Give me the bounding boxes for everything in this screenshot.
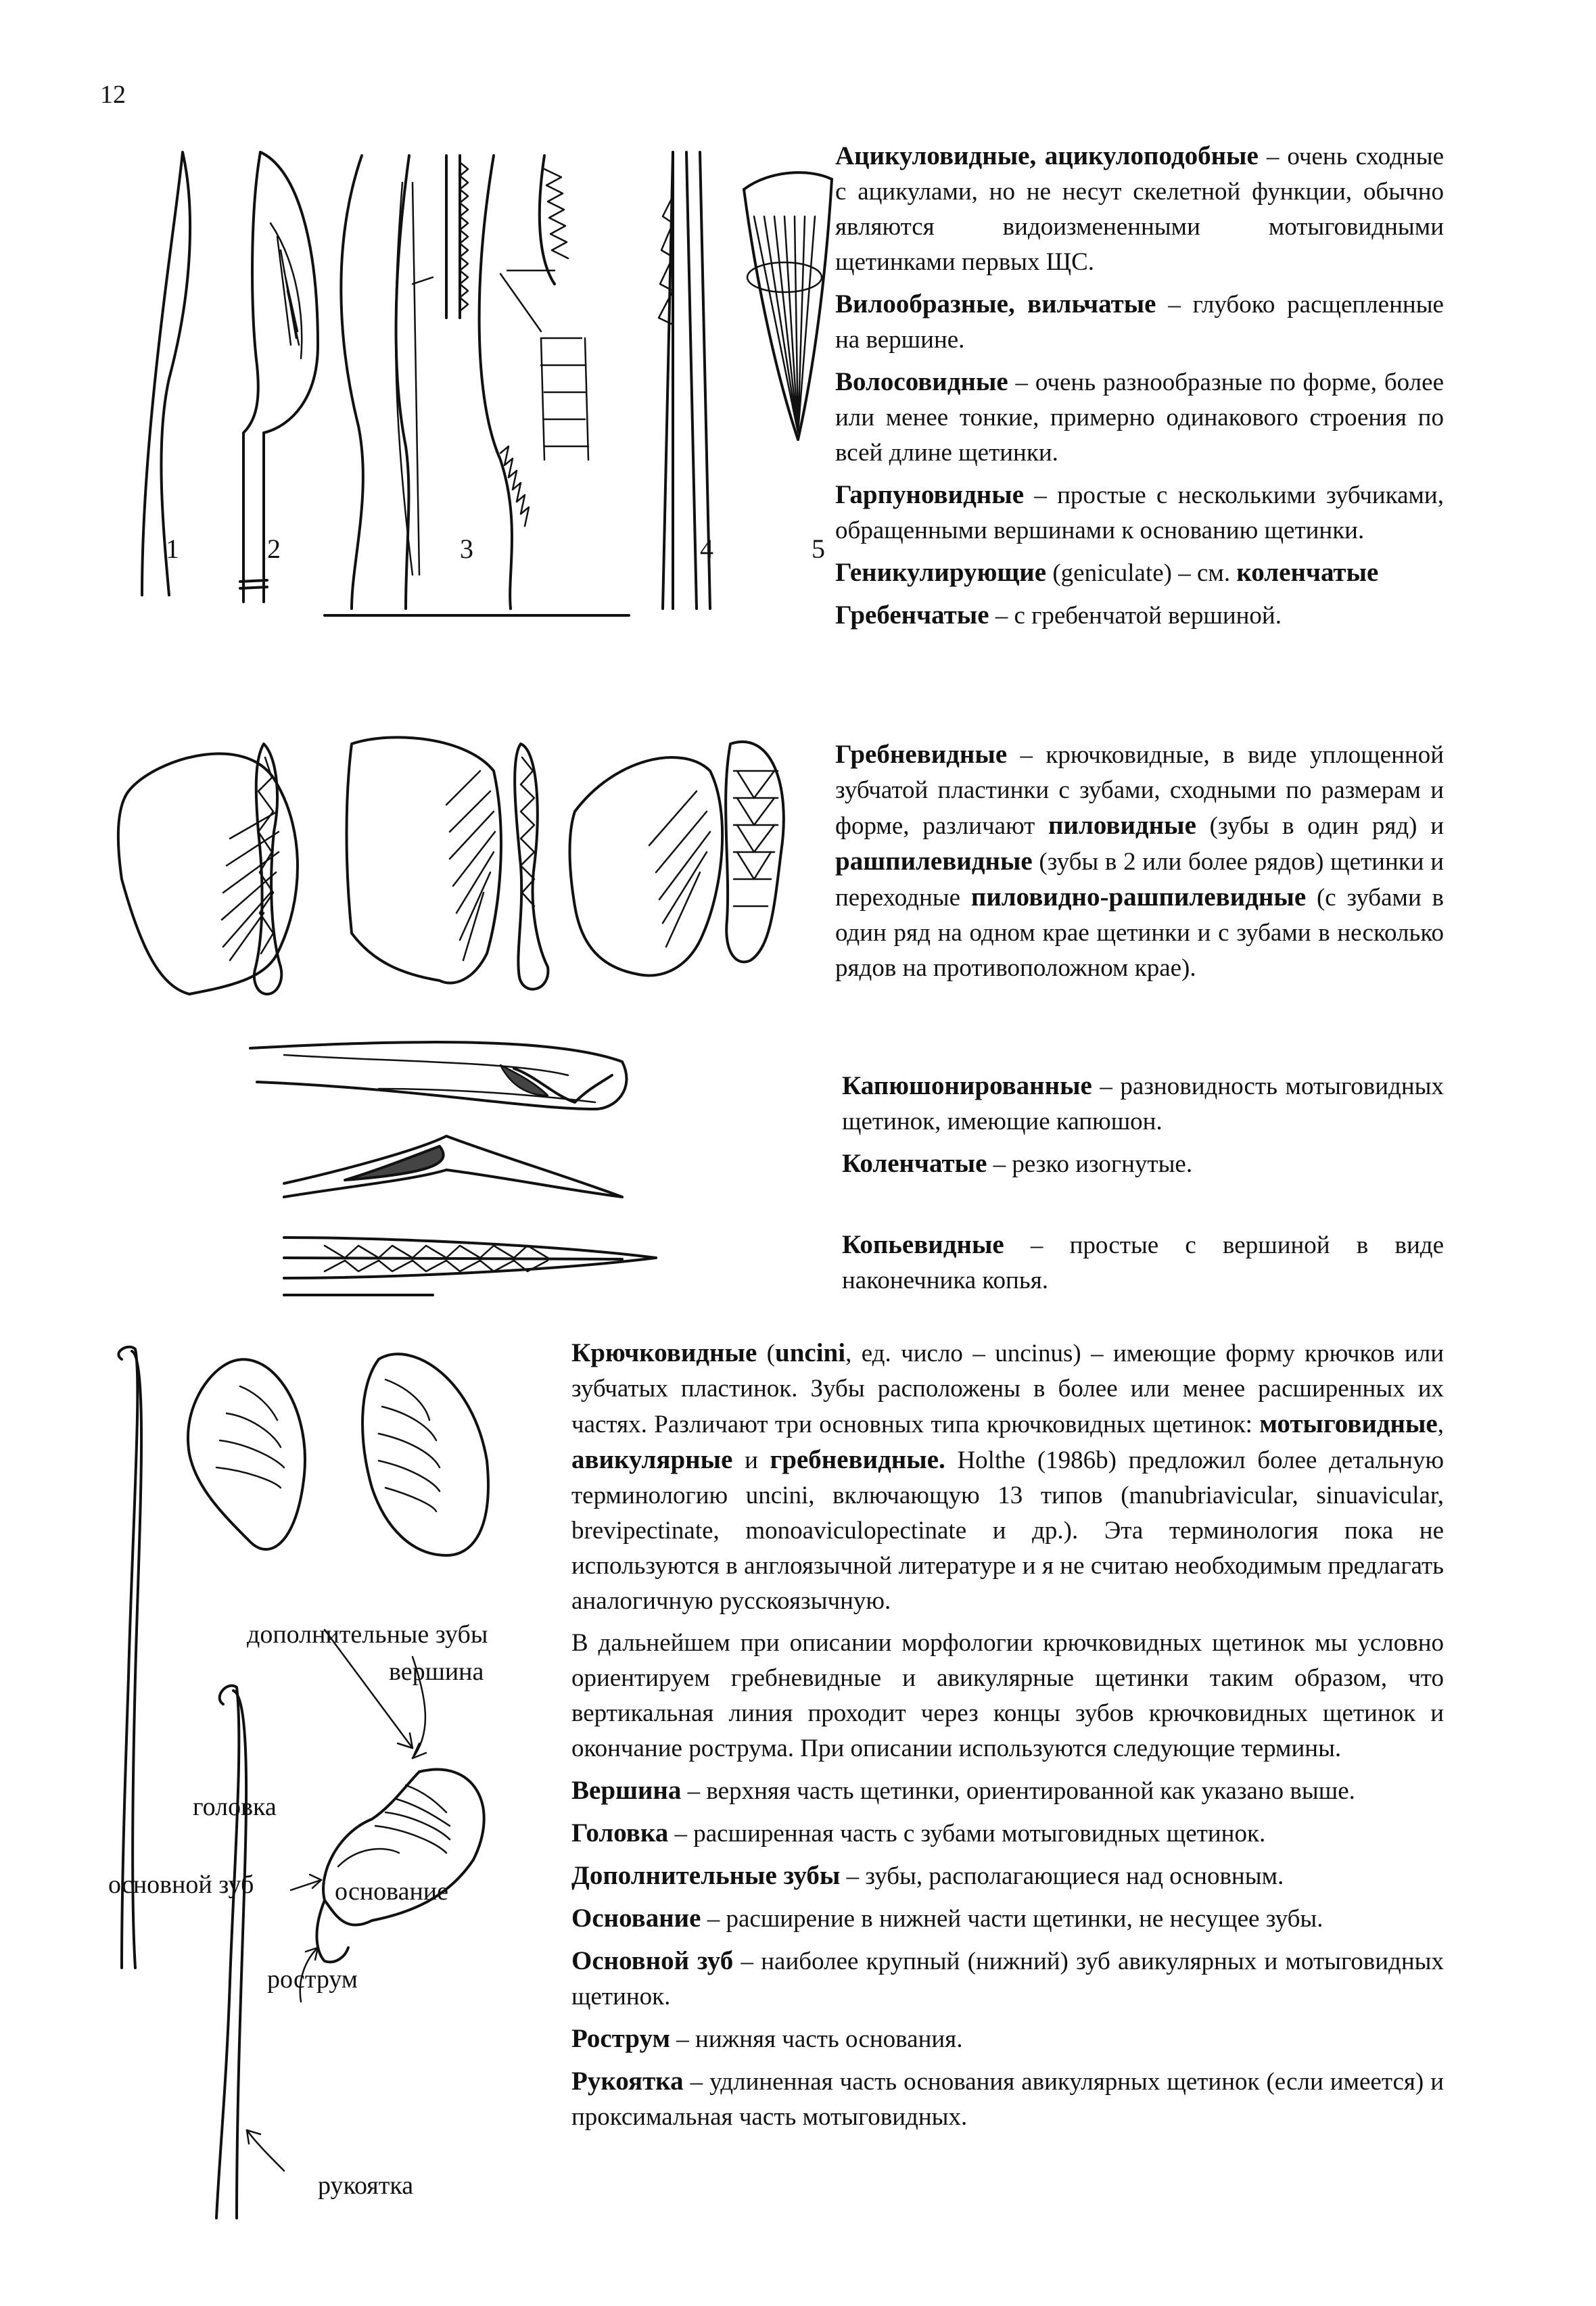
figure-pectinate-uncini (101, 730, 791, 1014)
entry-furcate: Вилообразные, вильчатые – глубоко расщепленные на вершине. (835, 289, 1444, 354)
fig-number-3: 3 (460, 534, 473, 564)
chaeta-geniculate (284, 1136, 622, 1197)
uncinus-pectinate-3 (570, 757, 723, 976)
entry-rostrum: Рострум – нижняя часть основания. (571, 2024, 963, 2053)
text-entry-grebnevid (835, 737, 1444, 993)
uncinus-pectinate-2-side (515, 744, 548, 989)
fig-number-4: 4 (700, 534, 713, 564)
entry-hooded: Капюшонированные – разновидность мотыговидных щетинок, имеющие капюшон. (842, 1071, 1444, 1135)
diagram-uncinus-labeled (216, 1686, 484, 2218)
page-number: 12 (100, 80, 126, 109)
entry-uncini: Крючковидные (uncini, ед. число – uncinus) – имеющие форму крючков или зубчатых пластинок. Зубы расположены в более или менее расширенных их частях. Различают три основных типа крючковидных щетинок: мотыговидные, авикулярные и гребневидные. Holthe (1986b) предложил более детальную терминологию uncini, включающую 13 типов (manubriavicular, sinuavicular, brevipectinate, monoaviculopectinate и др.). Эта терминология пока не используются в англоязычной литературе и я не считаю необходимым предлагать аналогичную русскоязычную. (571, 1338, 1444, 1615)
uncinus-pectinate-2 (347, 737, 501, 983)
text-entry-spear (842, 1227, 1444, 1305)
entry-geniculate-ref: Геникулирующие (geniculate) – см. коленчатые (835, 558, 1379, 587)
fig-number-2: 2 (267, 534, 281, 564)
fig-number-5: 5 (812, 534, 825, 564)
entry-head: Головка – расширенная часть с зубами мотыговидных щетинок. (571, 1818, 1266, 1848)
label-main-tooth: основной зуб (108, 1870, 254, 1899)
entry-spear: Копьевидные – простые с вершиной в виде наконечника копья. (842, 1230, 1444, 1294)
entry-pectinate: Гребенчатые – с гребенчатой вершиной. (835, 601, 1282, 630)
chaeta-hooded (250, 1042, 626, 1109)
entry-main-tooth: Основной зуб – наиболее крупный (нижний) зуб авикулярных и мотыговидных щетинок. (571, 1946, 1444, 2010)
label-base: основание (335, 1877, 448, 1906)
figure-chaetae-1-5 (95, 142, 845, 629)
label-head: головка (193, 1793, 277, 1821)
label-rostrum: рострум (267, 1965, 358, 1994)
label-handle: рукоятка (318, 2171, 414, 2200)
entry-apex: Вершина – верхняя часть щетинки, ориентированной как указано выше. (571, 1776, 1355, 1805)
uncinus-pectinate-1-side (254, 744, 281, 994)
uncinus-avicular-1 (188, 1359, 305, 1549)
entry-harpoon: Гарпуновидные – простые с несколькими зубчиками, обращенными вершинами к основанию щетинки. (835, 480, 1444, 544)
paragraph-orientation: В дальнейшем при описании морфологии крючковидных щетинок мы условно ориентируем гребневидные и авикулярные щетинки таким образом, что вертикальная линия проходит через концы зубов крючковидных щетинок и окончание рострума. При описании используются следующие термины. (571, 1629, 1444, 1762)
entry-geniculate: Коленчатые – резко изогнутые. (842, 1149, 1193, 1178)
entry-acicular: Ацикуловидные, ацикулоподобные – очень сходные с ацикулами, но не несут скелетной функции, обычно являются видоизмененными мотыговидными щетинками первых ЩС. (835, 141, 1444, 276)
label-apex: вершина (389, 1657, 484, 1686)
figure-hooded-geniculate-spear (243, 1035, 663, 1319)
chaeta-3 (325, 156, 629, 615)
entry-extra-teeth: Дополнительные зубы – зубы, располагающиеся над основным. (571, 1861, 1284, 1890)
entry-capillary: Волосовидные – очень разнообразные по форме, более или менее тонкие, примерно одинакового строения по всей длине щетинки. (835, 367, 1444, 467)
label-extra-teeth: дополнительные зубы (247, 1620, 488, 1649)
uncinus-pectinate-3-side (726, 742, 784, 962)
chaeta-1 (142, 152, 190, 595)
text-entries-top (835, 139, 1444, 640)
entry-base: Основание – расширение в нижней части щетинки, не несущее зубы. (571, 1904, 1323, 1933)
chaeta-spear (284, 1238, 656, 1295)
chaeta-5 (744, 172, 832, 440)
fig-number-1: 1 (166, 534, 179, 564)
text-bottom (571, 1336, 1444, 2142)
entry-handle: Рукоятка – удлиненная часть основания авикулярных щетинок (если имеется) и проксимальная часть мотыговидных. (571, 2067, 1444, 2131)
uncinus-avicular-2 (362, 1354, 488, 1555)
text-entries-mid (842, 1068, 1444, 1189)
entry-grebnevid: Гребневидные – крючковидные, в виде уплощенной зубчатой пластинки с зубами, сходными по размерам и форме, различают пиловидные (зубы в один ряд) и рашпилевидные (зубы в 2 или более рядов) щетинки и переходные пиловидно-рашпилевидные (с зубами в один ряд на одном крае щетинки и с зубами в несколько рядов на противоположном крае). (835, 740, 1444, 982)
figure-avicular-uncini (95, 1339, 582, 2232)
